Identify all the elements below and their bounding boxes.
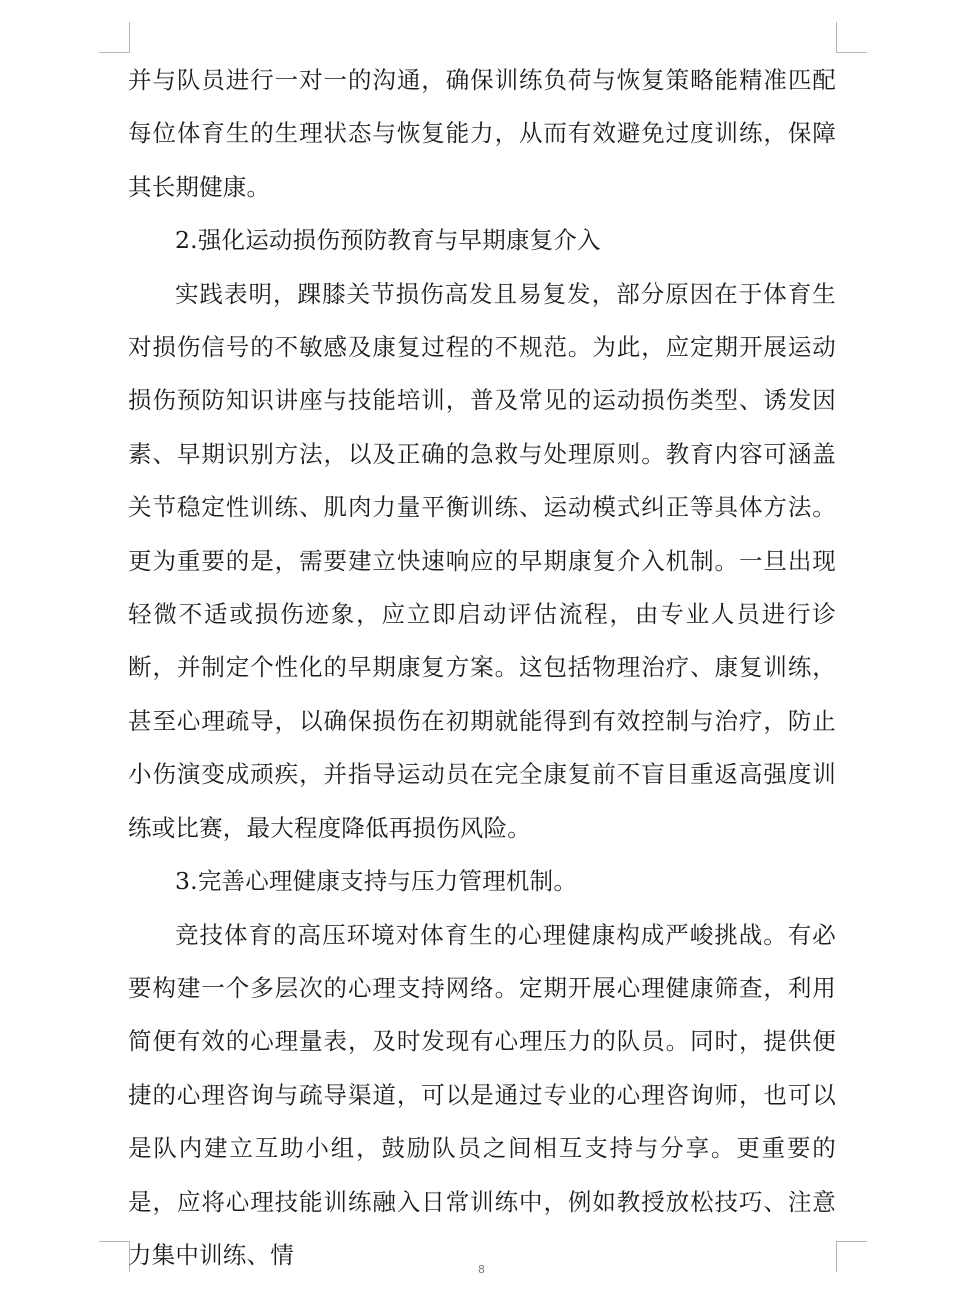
crop-mark-top-left: [99, 22, 130, 53]
paragraph-injury-prevention: 实践表明，踝膝关节损伤高发且易复发，部分原因在于体育生对损伤信号的不敏感及康复过程的不规范。为此，应定期开展运动损伤预防知识讲座与技能培训，普及常见的运动损伤类型、诱发因素、早期识别方法，以及正确的急救与处理原则。教育内容可涵盖关节稳定性训练、肌肉力量平衡训练、运动模式纠正等具体方法。更为重要的是，需要建立快速响应的早期康复介入机制。一旦出现轻微不适或损伤迹象，应立即启动评估流程，由专业人员进行诊断，并制定个性化的早期康复方案。这包括物理治疗、康复训练，甚至心理疏导，以确保损伤在初期就能得到有效控制与治疗，防止小伤演变成顽疾，并指导运动员在完全康复前不盲目重返高强度训练或比赛，最大程度降低再损伤风险。: [128, 279, 836, 842]
document-body: [128, 54, 836, 1282]
section-heading-3: 3.完善心理健康支持与压力管理机制。: [175, 867, 578, 896]
paragraph-mental-health: 竞技体育的高压环境对体育生的心理健康构成严峻挑战。有必要构建一个多层次的心理支持网络。定期开展心理健康筛查，利用简便有效的心理量表，及时发现有心理压力的队员。同时，提供便捷的心理咨询与疏导渠道，可以是通过专业的心理咨询师，也可以是队内建立互助小组，鼓励队员之间相互支持与分享。更重要的是，应将心理技能训练融入日常训练中，例如教授放松技巧、注意力集中训练、情: [128, 920, 836, 1269]
paragraph-continuation: 并与队员进行一对一的沟通，确保训练负荷与恢复策略能精准匹配每位体育生的生理状态与恢复能力，从而有效避免过度训练，保障其长期健康。: [128, 66, 836, 201]
section-heading-2: 2.强化运动损伤预防教育与早期康复介入: [175, 226, 601, 255]
crop-mark-top-right: [836, 22, 867, 53]
page-number: 8: [478, 1263, 485, 1276]
